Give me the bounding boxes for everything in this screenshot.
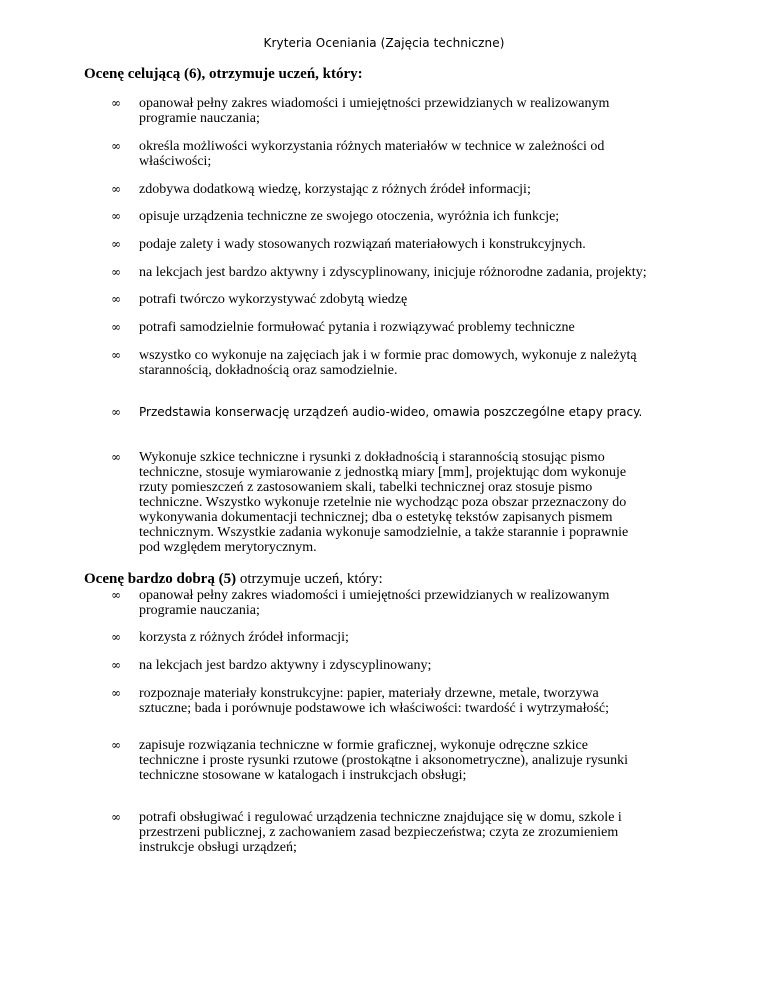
bullet-infinity-icon: ∞ — [111, 320, 121, 334]
list-item-text: na lekcjach jest bardzo aktywny i zdyscyplinowany; — [139, 658, 432, 673]
list-item — [111, 139, 651, 169]
list-item — [111, 348, 651, 378]
list-item — [111, 630, 651, 645]
page-header-title: Kryteria Oceniania (Zajęcia techniczne) — [263, 36, 505, 50]
list-item-text: potrafi obsługiwać i regulować urządzenia techniczne znajdujące się w domu, szkole i przestrzeni publicznej, z zachowaniem zasad bezpieczeństwa; czyta ze zrozumieniem instrukcje obsługi urządzeń; — [139, 810, 622, 855]
bullet-infinity-icon: ∞ — [111, 405, 121, 419]
list-item — [111, 182, 651, 197]
list-item — [111, 320, 651, 335]
bullet-infinity-icon: ∞ — [111, 348, 121, 362]
bullet-infinity-icon: ∞ — [111, 139, 121, 153]
bullet-infinity-icon: ∞ — [111, 209, 121, 223]
bullet-infinity-icon: ∞ — [111, 96, 121, 110]
list-item-text: opanował pełny zakres wiadomości i umiejętności przewidzianych w realizowanym programie nauczania; — [139, 588, 610, 618]
bullet-infinity-icon: ∞ — [111, 658, 121, 672]
list-item — [111, 237, 651, 252]
list-item-text: potrafi samodzielnie formułować pytania i rozwiązywać problemy techniczne — [139, 320, 575, 335]
list-item — [111, 810, 651, 855]
list-item-text: określa możliwości wykorzystania różnych materiałów w technice w zależności od właściwości; — [139, 139, 605, 169]
bullet-infinity-icon: ∞ — [111, 630, 121, 644]
list-item — [111, 738, 651, 783]
list-item — [111, 450, 651, 555]
list-item-text: wszystko co wykonuje na zajęciach jak i w formie prac domowych, wykonuje z należytą starannością, dokładnością oraz samodzielnie. — [139, 348, 637, 378]
list-item-text: opisuje urządzenia techniczne ze swojego otoczenia, wyróżnia ich funkcje; — [139, 209, 560, 224]
bullet-infinity-icon: ∞ — [111, 686, 121, 700]
bullet-infinity-icon: ∞ — [111, 237, 121, 251]
list-item-text: zapisuje rozwiązania techniczne w formie graficznej, wykonuje odręczne szkice techniczne i proste rysunki rzutowe (prostokątne i aksonometryczne), analizuje rysunki techniczne stosowane w katalogach i instrukcjach obsługi; — [139, 738, 629, 783]
bullet-infinity-icon: ∞ — [111, 450, 121, 464]
list-item-text: Wykonuje szkice techniczne i rysunki z dokładnością i starannością stosując pismo techniczne, stosuje wymiarowanie z jednostką miary [mm], projektując dom wykonuje rzuty pomieszczeń z zastosowaniem skali, tabelki technicznej oraz stosuje pismo techniczne. Wszystko wykonuje rzetelnie nie wychodząc poza obszar przeznaczony do wykonywania dokumentacji technicznej; dba o estetykę tekstów zapisanych pismem technicznym. Wszystkie zadania wykonuje samodzielnie, a także starannie i poprawnie pod względem merytorycznym. — [139, 450, 629, 555]
list-item-text: na lekcjach jest bardzo aktywny i zdyscyplinowany, inicjuje różnorodne zadania, projekty; — [139, 265, 647, 280]
section-heading-rest: otrzymuje uczeń, który: — [236, 571, 383, 587]
list-item — [111, 405, 651, 420]
list-item — [111, 209, 651, 224]
bullet-infinity-icon: ∞ — [111, 265, 121, 279]
list-item-text: podaje zalety i wady stosowanych rozwiązań materiałowych i konstrukcyjnych. — [139, 237, 586, 252]
list-item — [111, 588, 651, 618]
bullet-infinity-icon: ∞ — [111, 292, 121, 306]
list-item-text: potrafi twórczo wykorzystywać zdobytą wiedzę — [139, 292, 408, 307]
list-item — [111, 686, 651, 716]
list-item — [111, 658, 651, 673]
list-item-text: rozpoznaje materiały konstrukcyjne: papier, materiały drzewne, metale, tworzywa sztuczne; bada i porównuje podstawowe ich właściwości: twardość i wytrzymałość; — [139, 686, 610, 716]
list-item-text: korzysta z różnych źródeł informacji; — [139, 630, 349, 645]
list-item — [111, 96, 651, 126]
list-item — [111, 265, 651, 280]
list-item-text: opanował pełny zakres wiadomości i umiejętności przewidzianych w realizowanym programie nauczania; — [139, 96, 610, 126]
bullet-infinity-icon: ∞ — [111, 738, 121, 752]
section-heading-bold: Ocenę bardzo dobrą (5) — [84, 571, 237, 587]
list-item — [111, 292, 651, 307]
bullet-infinity-icon: ∞ — [111, 588, 121, 602]
list-item-text: Przedstawia konserwację urządzeń audio-wideo, omawia poszczególne etapy pracy. — [139, 405, 643, 419]
list-item-text: zdobywa dodatkową wiedzę, korzystając z różnych źródeł informacji; — [139, 182, 531, 197]
section-heading-celujaca: Ocenę celującą (6), otrzymuje uczeń, który: — [84, 66, 363, 82]
bullet-infinity-icon: ∞ — [111, 810, 121, 824]
section-heading-bardzo-dobra — [84, 571, 383, 588]
bullet-infinity-icon: ∞ — [111, 182, 121, 196]
